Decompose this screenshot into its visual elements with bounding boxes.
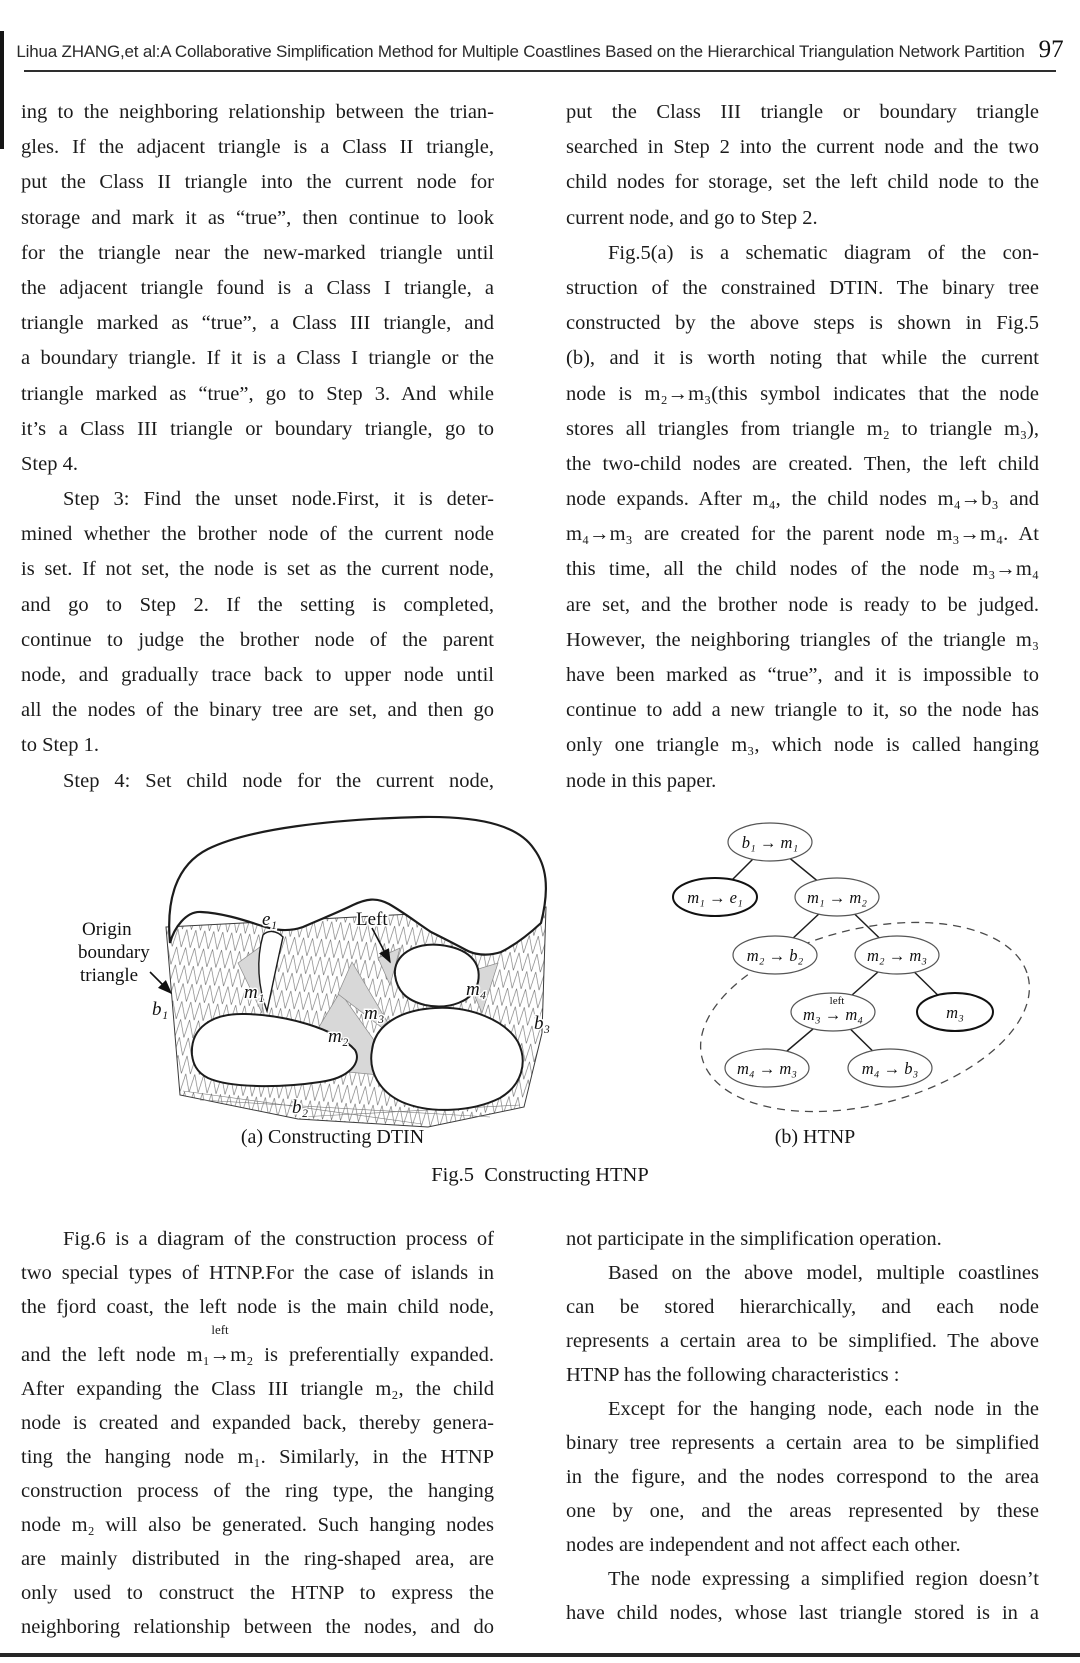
svg-text:m₃: m₃	[946, 1003, 964, 1022]
text-line: all the nodes of the binary tree are set, and then go	[21, 699, 494, 722]
b2-label: b₂	[292, 1097, 309, 1118]
caption-subfigure-a: (a) Constructing DTIN	[240, 1126, 425, 1148]
figure-5b-htnp	[640, 795, 1060, 1130]
text-line: ing to the neighboring relationship between the trian-	[21, 101, 494, 123]
text-line: nodes are independent and not affect each other.	[566, 1534, 961, 1556]
b1-label: b₁	[152, 999, 169, 1020]
text-line: and go to Step 2. If the setting is completed,	[21, 593, 494, 616]
text-line: stores all triangles from triangle m₂ to triangle m₃),	[566, 417, 1039, 440]
text-line: After expanding the Class III triangle m₂, the child	[21, 1378, 494, 1400]
text-line: node expands. After m₄, the child nodes m₄→b₃ and	[566, 488, 1039, 511]
top-right-column	[566, 95, 1039, 799]
text-line: are set, and the brother node is ready to be judged.	[566, 593, 1039, 616]
svg-text:b₁ → m₁: b₁ → m₁	[741, 833, 799, 852]
text-line: However, the neighboring triangles of the triangle m₃	[566, 628, 1039, 651]
text-line: node m₂ will also be generated. Such hanging nodes	[21, 1514, 494, 1536]
text-line: the fjord coast, the left node is the main child node,	[21, 1296, 494, 1318]
origin-arrow	[150, 972, 171, 993]
svg-text:m₁ → m₂: m₁ → m₂	[806, 888, 868, 907]
tree-node-m4-b3	[848, 1049, 932, 1087]
top-left-column	[21, 95, 494, 799]
text-line: can be stored hierarchically, and each node	[566, 1296, 1039, 1318]
text-line: m₄→m₃ are created for the parent node m₃→m₄. At	[566, 523, 1039, 546]
text-line: constructed by the above steps is shown in Fig.5	[566, 312, 1039, 335]
svg-text:m₃ → m₄: m₃ → m₄	[802, 1005, 864, 1024]
text-line: is set. If not set, the node is set as the current node,	[21, 558, 494, 581]
text-line: not participate in the simplification operation.	[566, 1228, 942, 1250]
text-line: in the figure, and the nodes correspond to the area	[566, 1466, 1039, 1488]
text-line: Except for the hanging node, each node in the	[608, 1398, 1039, 1420]
m2-label: m₂	[328, 1026, 349, 1047]
text-line: it’s a Class III triangle or boundary triangle, go to	[21, 417, 494, 440]
text-line: triangle marked as “true”, go to Step 3. And while	[21, 382, 494, 405]
text-line: to Step 1.	[21, 734, 100, 757]
text-line: mined whether the brother node of the current node	[21, 523, 494, 546]
text-line: Step 3: Find the unset node.First, it is deter-	[63, 488, 494, 511]
text-line: a boundary triangle. If it is a Class I triangle or the	[21, 347, 494, 370]
text-line: the two-child nodes are created. Then, the left child	[566, 452, 1039, 475]
tree-node-m1-m2	[795, 878, 879, 916]
bottom-right-column	[566, 1222, 1039, 1630]
origin-label-line2: boundary	[78, 942, 150, 963]
tree-node-m4-m3	[725, 1049, 809, 1087]
svg-text:m₁ → e₁: m₁ → e₁	[687, 888, 743, 907]
text-line: gles. If the adjacent triangle is a Class II triangle,	[21, 136, 494, 159]
tree-node-m1-e1	[673, 878, 757, 916]
text-line: two special types of HTNP.For the case of islands in	[21, 1262, 494, 1284]
text-line: have been marked as “true”, and it is impossible to	[566, 664, 1039, 686]
text-line: searched in Step 2 into the current node and the two	[566, 136, 1039, 159]
svg-text:m₂ → m₃: m₂ → m₃	[866, 946, 928, 965]
text-line: Fig.6 is a diagram of the construction process of	[63, 1228, 494, 1250]
svg-text:m₄ → b₃: m₄ → b₃	[861, 1059, 919, 1078]
text-line: only used to construct the HTNP to express the	[21, 1582, 494, 1604]
text-line: for the triangle near the new-marked triangle until	[21, 241, 494, 264]
text-line: node in this paper.	[566, 769, 717, 792]
origin-label-line1: Origin	[82, 919, 132, 940]
header-rule	[24, 70, 1056, 72]
page-header	[0, 36, 1080, 64]
tree-node-m2-m3	[855, 936, 939, 974]
text-line: Based on the above model, multiple coastlines	[608, 1262, 1039, 1284]
text-line: put the Class III triangle or boundary triangle	[566, 101, 1039, 123]
m3-label: m₃	[364, 1003, 385, 1024]
text-line: (b), and it is worth noting that while the current	[566, 347, 1039, 370]
scan-edge-artifact-bottom	[0, 1653, 1080, 1657]
text-line: HTNP has the following characteristics :	[566, 1364, 900, 1386]
text-line: this time, all the child nodes of the node m₃→m₄	[566, 558, 1039, 581]
text-line: struction of the constrained DTIN. The binary tree	[566, 276, 1039, 299]
e1-label: e₁	[262, 909, 278, 930]
text-line: Step 4.	[21, 452, 78, 475]
text-line: node is m₂→m₃(this symbol indicates that the node	[566, 382, 1039, 405]
text-line: have child nodes, whose last triangle stored is in a	[566, 1602, 1039, 1624]
running-title: Lihua ZHANG,et al:A Collaborative Simplification Method for Multiple Coastlines Based on the Hierarchical Triangulation Network Partition	[16, 42, 1025, 61]
text-line: neighboring relationship between the nodes, and do	[21, 1616, 494, 1638]
text-line: are mainly distributed in the ring-shaped area, are	[21, 1548, 494, 1570]
caption-figure-5: Fig.5 Constructing HTNP	[431, 1164, 649, 1186]
tree-node-m3-hanging	[917, 993, 993, 1031]
text-line: current node, and go to Step 2.	[566, 206, 818, 229]
text-line: continue to judge the brother node of the parent	[21, 628, 494, 651]
left-label: Left	[356, 909, 388, 930]
text-line: put the Class II triangle into the current node for	[21, 171, 494, 194]
text-line: node is created and expanded back, thereby genera-	[21, 1412, 494, 1434]
tree-node-b1-m1	[728, 823, 812, 861]
text-line: ting the hanging node m₁. Similarly, in the HTNP	[21, 1446, 494, 1468]
text-line: one by one, and the areas represented by these	[566, 1500, 1039, 1522]
origin-label-line3: triangle	[80, 965, 139, 986]
svg-text:left: left	[829, 995, 845, 1007]
text-line: represents a certain area to be simplified. The above	[566, 1330, 1039, 1352]
tree-node-m2-b2	[733, 936, 817, 974]
svg-text:m₂ → b₂: m₂ → b₂	[746, 946, 804, 965]
bottom-left-column	[21, 1222, 494, 1644]
text-line: child nodes for storage, set the left child node to the	[566, 171, 1039, 194]
page-number: 97	[1038, 36, 1064, 63]
text-line: the adjacent triangle found is a Class I triangle, a	[21, 276, 494, 299]
island-bottom	[371, 1008, 522, 1110]
tree-node-m3-m4-left	[791, 993, 875, 1031]
svg-text:m₄ → m₃: m₄ → m₃	[736, 1059, 798, 1078]
text-line: storage and mark it as “true”, then continue to look	[21, 206, 494, 229]
text-line: Fig.5(a) is a schematic diagram of the con-	[608, 241, 1039, 264]
text-line: continue to add a new triangle to it, so the node has	[566, 699, 1039, 722]
left-over-arrow-notation: left →	[209, 1322, 231, 1366]
text-line: Step 4: Set child node for the current node,	[63, 769, 494, 792]
m1-label: m₁	[244, 982, 265, 1003]
text-line: and the left node m₁ left →m₂ is preferentially expanded.	[21, 1324, 494, 1372]
caption-subfigure-b: (b) HTNP	[774, 1126, 856, 1148]
m4-label: m₄	[466, 979, 487, 1000]
text-line: binary tree represents a certain area to be simplified	[566, 1432, 1039, 1454]
text-line: construction process of the ring type, the hanging	[21, 1480, 494, 1502]
b3-label: b₃	[534, 1013, 551, 1034]
text-line: only one triangle m₃, which node is called hanging	[566, 734, 1039, 757]
text-line: triangle marked as “true”, a Class III triangle, and	[21, 312, 494, 335]
text-line: node, and gradually trace back to upper node until	[21, 664, 494, 686]
text-line: The node expressing a simplified region doesn’t	[608, 1568, 1039, 1590]
figure-5a-dtin	[70, 795, 595, 1130]
